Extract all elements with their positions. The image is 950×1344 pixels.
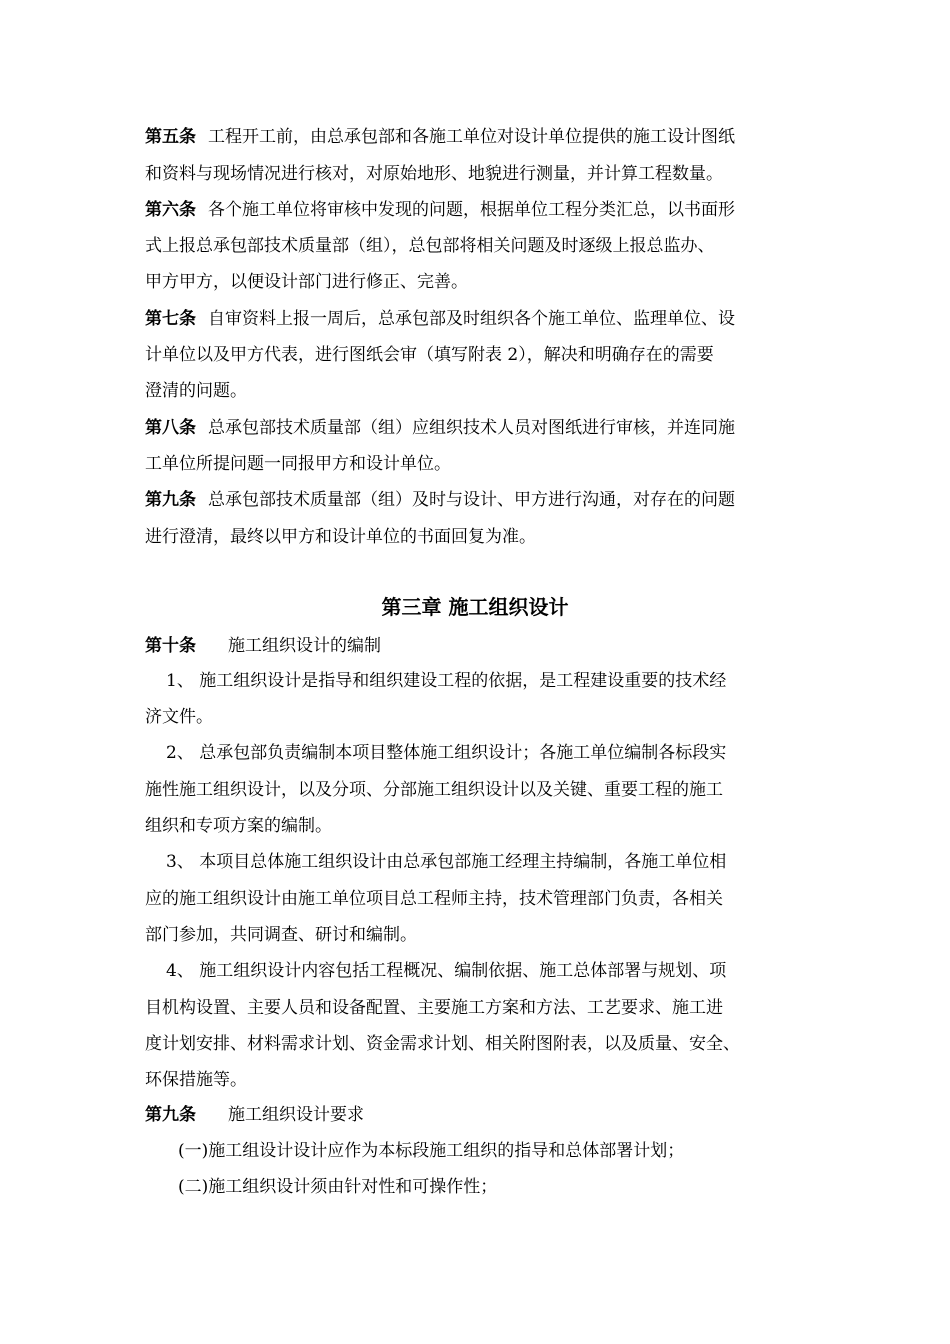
article-9-line-1 [145,490,735,510]
requirement-item-1: (一)施工组设计设计应作为本标段施工组织的指导和总体部署计划； [178,1141,685,1161]
article-10-label: 第十条 [145,636,196,656]
article-5-line-2: 和资料与现场情况进行核对，对原始地形、地貌进行测量，并计算工程数量。 [145,164,723,184]
item-4-line-3: 度计划安排、材料需求计划、资金需求计划、相关附图附表，以及质量、安全、 [145,1034,740,1054]
item-2-line-3: 组织和专项方案的编制。 [145,816,332,836]
article-7-line-3: 澄清的问题。 [145,381,247,401]
article-9-label: 第九条 [145,490,196,510]
article-7-text: 自审资料上报一周后，总承包部及时组织各个施工单位、监理单位、设 [208,309,735,329]
article-9-line-2: 进行澄清，最终以甲方和设计单位的书面回复为准。 [145,527,536,547]
item-1-line-1 [166,671,726,691]
item-2-line-2: 施性施工组织设计，以及分项、分部施工组织设计以及关键、重要工程的施工 [145,780,723,800]
article-6-label: 第六条 [145,200,196,220]
item-4-line-1 [166,961,726,981]
article-5-label: 第五条 [145,127,196,147]
item-3-line-1 [166,852,726,872]
item-3-line-2: 应的施工组织设计由施工单位项目总工程师主持，技术管理部门负责，各相关 [145,889,723,909]
article-6-line-1 [145,200,735,220]
article-10-heading [145,636,381,656]
item-1-text: 施工组织设计是指导和组织建设工程的依据，是工程建设重要的技术经 [199,671,727,691]
article-5-line-1 [145,127,735,147]
item-3-line-3: 部门参加，共同调查、研讨和编制。 [145,925,417,945]
item-2-text: 总承包部负责编制本项目整体施工组织设计；各施工单位编制各标段实 [199,743,727,763]
article-10-title: 施工组织设计的编制 [228,636,381,656]
chapter-title: 第三章 施工组织设计 [381,595,569,619]
article-8-line-2: 工单位所提问题一同报甲方和设计单位。 [145,454,451,474]
item-2-line-1 [166,743,726,763]
item-4-number: 4、 [166,961,194,981]
item-1-number: 1、 [166,671,194,691]
article-7-line-1 [145,309,735,329]
item-1-line-2: 济文件。 [145,707,213,727]
requirement-item-2: (二)施工组织设计须由针对性和可操作性； [178,1177,498,1197]
article-5-text: 工程开工前，由总承包部和各施工单位对设计单位提供的施工设计图纸 [208,127,735,147]
article-6-line-2: 式上报总承包部技术质量部（组），总包部将相关问题及时逐级上报总监办、 [145,236,715,256]
item-3-number: 3、 [166,852,194,872]
item-3-text: 本项目总体施工组织设计由总承包部施工经理主持编制，各施工单位相 [199,852,727,872]
item-4-text: 施工组织设计内容包括工程概况、编制依据、施工总体部署与规划、项 [199,961,727,981]
article-9b-title: 施工组织设计要求 [228,1105,364,1125]
article-6-line-3: 甲方甲方，以便设计部门进行修正、完善。 [145,272,468,292]
article-8-text: 总承包部技术质量部（组）应组织技术人员对图纸进行审核，并连同施 [208,418,735,438]
item-4-line-2: 目机构设置、主要人员和设备配置、主要施工方案和方法、工艺要求、施工进 [145,998,723,1018]
article-7-label: 第七条 [145,309,196,329]
item-4-line-4: 环保措施等。 [145,1070,247,1090]
article-8-line-1 [145,418,735,438]
article-8-label: 第八条 [145,418,196,438]
item-2-number: 2、 [166,743,194,763]
article-9-text: 总承包部技术质量部（组）及时与设计、甲方进行沟通，对存在的问题 [208,490,735,510]
article-6-text: 各个施工单位将审核中发现的问题，根据单位工程分类汇总，以书面形 [208,200,735,220]
article-7-line-2: 计单位以及甲方代表，进行图纸会审（填写附表 2），解决和明确存在的需要 [145,345,714,365]
article-9b-heading [145,1105,364,1125]
article-9b-label: 第九条 [145,1105,196,1125]
